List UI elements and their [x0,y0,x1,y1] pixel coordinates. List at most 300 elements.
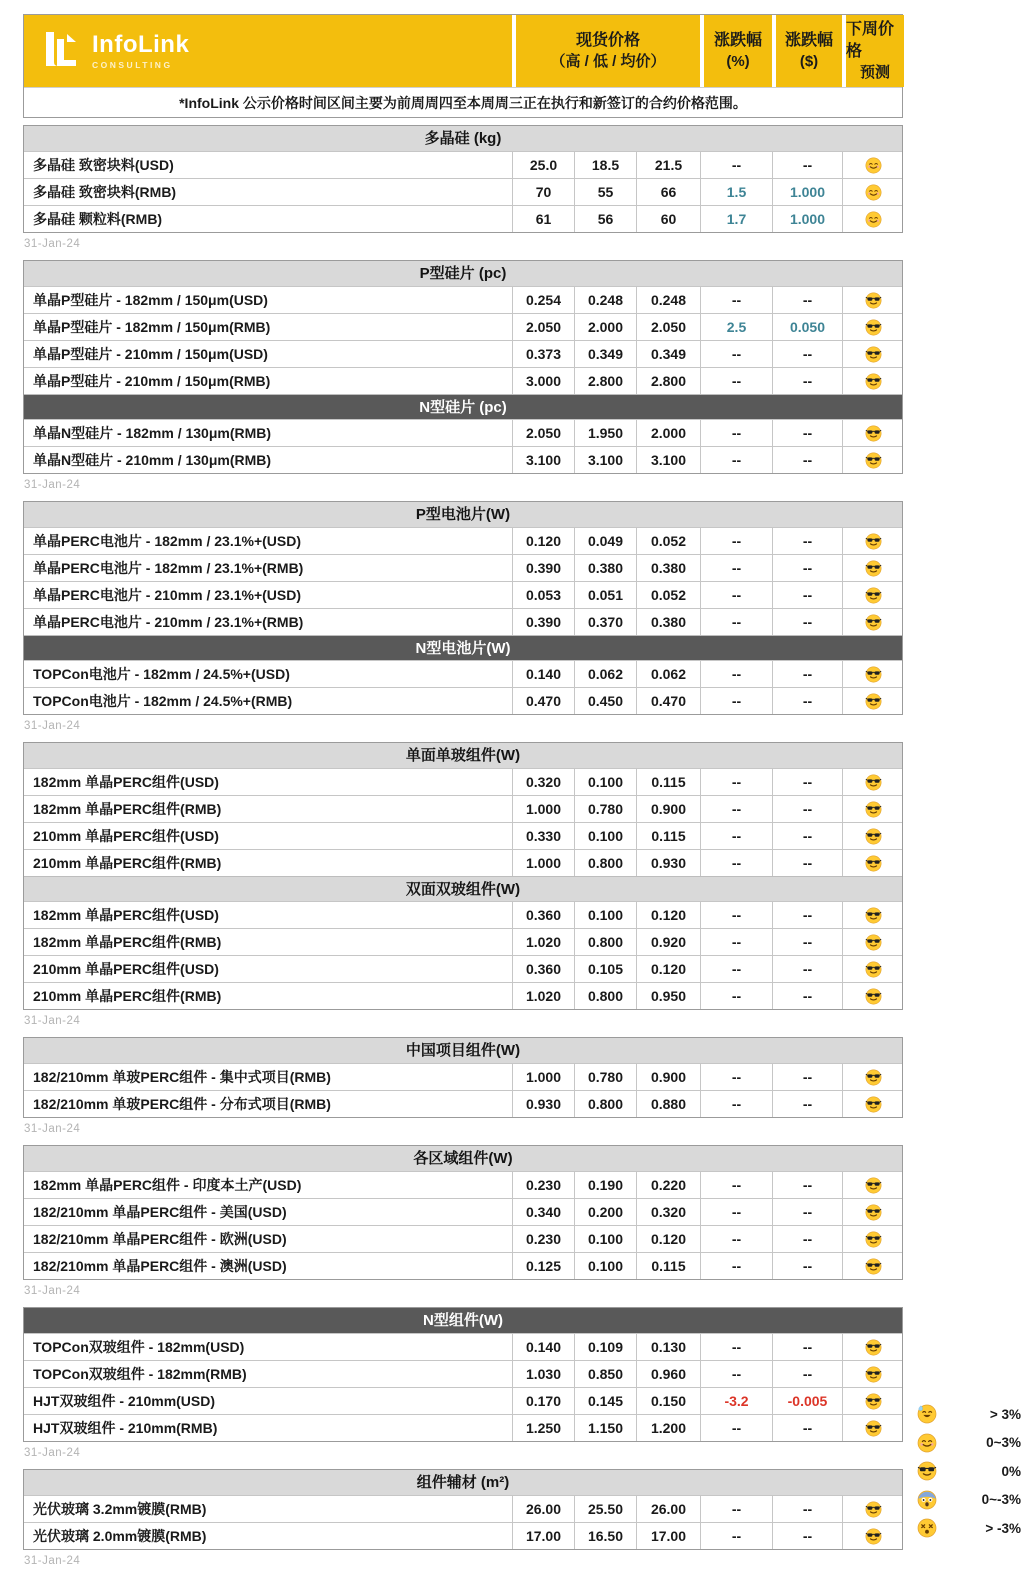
change-percent: -- [700,661,772,687]
forecast-emoji-cell [842,341,904,367]
low-price: 0.200 [574,1199,636,1225]
avg-price: 0.900 [636,1064,700,1090]
high-price: 0.360 [512,902,574,928]
low-price: 16.50 [574,1523,636,1549]
low-price: 0.049 [574,528,636,554]
change-usd: 1.000 [772,179,842,205]
header-block [23,14,903,118]
forecast-emoji-cell [842,1226,904,1252]
forecast-emoji-cell [842,1415,904,1441]
change-percent: -- [700,609,772,635]
price-row [24,527,902,554]
forecast-emoji-cell [842,688,904,714]
change-percent: -- [700,1496,772,1522]
smile-emoji-icon [865,157,882,174]
price-row [24,849,902,876]
section-date: 31-Jan-24 [24,479,81,491]
price-row [24,1063,902,1090]
high-price: 0.340 [512,1199,574,1225]
table-header-row [24,15,902,87]
price-row [24,1225,902,1252]
price-row [24,1252,902,1279]
high-price: 2.050 [512,420,574,446]
product-label: 光伏玻璃 3.2mm镀膜(RMB) [33,1501,207,1517]
avg-price: 0.320 [636,1199,700,1225]
forecast-emoji-cell [842,769,904,795]
change-usd: -- [772,1496,842,1522]
price-row [24,151,902,178]
product-label: 单晶P型硅片 - 210mm / 150μm(USD) [33,346,268,362]
product-label: 182/210mm 单玻PERC组件 - 集中式项目(RMB) [33,1069,331,1085]
forecast-emoji-cell [842,287,904,313]
high-price: 61 [512,206,574,232]
forecast-emoji-cell [842,1172,904,1198]
price-row [24,1360,902,1387]
avg-price: 0.115 [636,769,700,795]
forecast-legend [905,1400,1023,1543]
avg-price: 0.248 [636,287,700,313]
low-price: 0.780 [574,1064,636,1090]
product-label: 单晶PERC电池片 - 182mm / 23.1%+(USD) [33,533,302,549]
sunglasses-emoji-icon [865,373,882,390]
change-percent: -- [700,1226,772,1252]
sunglasses-emoji-icon [865,533,882,550]
change-usd: -- [772,796,842,822]
high-price: 0.360 [512,956,574,982]
section-block [23,501,903,715]
avg-price: 0.130 [636,1334,700,1360]
price-row [24,1387,902,1414]
high-price: 0.140 [512,661,574,687]
sunglasses-emoji-icon [865,1258,882,1275]
spot-price-title: 现货价格 [575,32,640,49]
price-row [24,928,902,955]
change-usd: 1.000 [772,206,842,232]
sunglasses-emoji-icon [865,614,882,631]
infolink-logo-icon [40,29,82,73]
price-row [24,554,902,581]
high-price: 17.00 [512,1523,574,1549]
change-usd: -- [772,1199,842,1225]
high-price: 0.320 [512,769,574,795]
change-percent: 1.5 [700,179,772,205]
forecast-emoji-cell [842,582,904,608]
product-label: TOPCon电池片 - 182mm / 24.5%+(RMB) [33,693,293,709]
change-percent: -- [700,1415,772,1441]
high-price: 0.330 [512,823,574,849]
forecast-emoji-cell [842,1064,904,1090]
low-price: 2.000 [574,314,636,340]
change-usd-subtitle: ($) [799,53,819,70]
change-percent: -- [700,555,772,581]
price-row [24,419,902,446]
avg-price: 0.120 [636,1226,700,1252]
sunglasses-emoji-icon [865,666,882,683]
forecast-emoji-cell [842,661,904,687]
forecast-emoji-cell [842,1334,904,1360]
high-price: 25.0 [512,152,574,178]
sunglasses-emoji-icon [917,1461,937,1481]
change-usd: -- [772,1415,842,1441]
section-date: 31-Jan-24 [24,1555,81,1567]
forecast-emoji-cell [842,983,904,1009]
product-label: 单晶P型硅片 - 210mm / 150μm(RMB) [33,373,271,389]
dizzy-emoji-icon [917,1518,937,1538]
avg-price: 0.900 [636,796,700,822]
change-usd: -- [772,1361,842,1387]
change-percent: -- [700,420,772,446]
brand-subtitle: CONSULTING [92,59,173,70]
forecast-emoji-cell [842,1253,904,1279]
low-price: 0.100 [574,1253,636,1279]
product-label: 182/210mm 单晶PERC组件 - 美国(USD) [33,1204,287,1220]
product-label: 单晶N型硅片 - 182mm / 130μm(RMB) [33,425,272,441]
price-row [24,581,902,608]
high-price: 1.000 [512,850,574,876]
forecast-emoji-cell [842,850,904,876]
legend-item [905,1400,1023,1429]
change-percent: -- [700,850,772,876]
price-row [24,1198,902,1225]
change-percent: 1.7 [700,206,772,232]
section-header: N型电池片(W) [24,635,902,660]
forecast-emoji-cell [842,902,904,928]
forecast-emoji-cell [842,368,904,394]
avg-price: 0.150 [636,1388,700,1414]
avg-price: 2.800 [636,368,700,394]
product-label: 单晶PERC电池片 - 210mm / 23.1%+(RMB) [33,614,304,630]
section-header: 各区域组件(W) [24,1146,902,1171]
smile-emoji-icon [865,211,882,228]
sunglasses-emoji-icon [865,292,882,309]
section-date: 31-Jan-24 [24,1123,81,1135]
price-row [24,313,902,340]
low-price: 56 [574,206,636,232]
price-row [24,901,902,928]
change-usd: -- [772,1091,842,1117]
avg-price: 26.00 [636,1496,700,1522]
avg-price: 0.930 [636,850,700,876]
product-label: 单晶PERC电池片 - 210mm / 23.1%+(USD) [33,587,302,603]
brand-logo [24,15,512,87]
change-usd: -- [772,1334,842,1360]
change-usd: -- [772,1253,842,1279]
forecast-emoji-cell [842,929,904,955]
section-header: 双面双玻组件(W) [24,876,902,901]
sunglasses-emoji-icon [865,1231,882,1248]
product-label: 182/210mm 单玻PERC组件 - 分布式项目(RMB) [33,1096,331,1112]
high-price: 1.000 [512,1064,574,1090]
avg-price: 0.880 [636,1091,700,1117]
price-row [24,955,902,982]
smile-emoji-icon [917,1433,937,1453]
change-percent: -- [700,956,772,982]
sunglasses-emoji-icon [865,1096,882,1113]
high-price: 0.120 [512,528,574,554]
forecast-emoji-cell [842,420,904,446]
change-percent: -- [700,1523,772,1549]
sunglasses-emoji-icon [865,934,882,951]
col-header-change-pct [700,15,772,87]
avg-price: 3.100 [636,447,700,473]
forecast-emoji-cell [842,609,904,635]
low-price: 0.100 [574,823,636,849]
sunglasses-emoji-icon [865,1528,882,1545]
low-price: 0.100 [574,1226,636,1252]
high-price: 1.020 [512,983,574,1009]
brand-text [92,30,190,70]
price-row [24,1495,902,1522]
price-row [24,768,902,795]
legend-item [905,1514,1023,1543]
change-percent: -- [700,983,772,1009]
section-header: N型硅片 (pc) [24,394,902,419]
change-usd-title: 涨跌幅 [784,32,833,49]
section-header: N型组件(W) [24,1308,902,1333]
product-label: 182mm 单晶PERC组件 - 印度本土产(USD) [33,1177,302,1193]
change-usd: -- [772,1226,842,1252]
price-row [24,1090,902,1117]
product-label: 光伏玻璃 2.0mm镀膜(RMB) [33,1528,207,1544]
section-block [23,1469,903,1550]
sunglasses-emoji-icon [865,587,882,604]
avg-price: 0.115 [636,1253,700,1279]
low-price: 0.450 [574,688,636,714]
price-row [24,687,902,714]
forecast-emoji-cell [842,1388,904,1414]
brand-name: InfoLink [92,30,190,58]
high-price: 0.230 [512,1226,574,1252]
section-date: 31-Jan-24 [24,1015,81,1027]
section-date: 31-Jan-24 [24,720,81,732]
low-price: 0.800 [574,929,636,955]
section-block [23,742,903,1010]
product-label: 182mm 单晶PERC组件(USD) [33,907,219,923]
sunglasses-emoji-icon [865,346,882,363]
spot-price-subtitle: （高 / 低 / 均价） [550,53,666,70]
avg-price: 0.960 [636,1361,700,1387]
product-label: TOPCon双玻组件 - 182mm(RMB) [33,1366,247,1382]
section-header: 组件辅材 (m²) [24,1470,902,1495]
change-usd: -- [772,447,842,473]
price-row [24,822,902,849]
product-label: 182mm 单晶PERC组件(RMB) [33,801,222,817]
legend-label: 0~3% [986,1435,1021,1451]
high-price: 0.125 [512,1253,574,1279]
change-usd: -- [772,528,842,554]
price-row [24,446,902,473]
change-usd: -- [772,420,842,446]
forecast-emoji-cell [842,956,904,982]
change-usd: -- [772,1064,842,1090]
low-price: 0.105 [574,956,636,982]
change-percent: -- [700,528,772,554]
low-price: 2.800 [574,368,636,394]
forecast-emoji-cell [842,314,904,340]
fearful-emoji-icon [917,1490,937,1510]
low-price: 55 [574,179,636,205]
avg-price: 0.380 [636,609,700,635]
low-price: 0.190 [574,1172,636,1198]
price-row [24,660,902,687]
price-row [24,608,902,635]
low-price: 1.150 [574,1415,636,1441]
high-price: 0.930 [512,1091,574,1117]
low-price: 0.800 [574,850,636,876]
price-row [24,286,902,313]
price-row [24,340,902,367]
low-price: 1.950 [574,420,636,446]
section-date: 31-Jan-24 [24,1447,81,1459]
high-price: 1.020 [512,929,574,955]
avg-price: 0.920 [636,929,700,955]
sunglasses-emoji-icon [865,1339,882,1356]
sunglasses-emoji-icon [865,1501,882,1518]
change-percent: -- [700,1253,772,1279]
sunglasses-emoji-icon [865,988,882,1005]
sunglasses-emoji-icon [865,1069,882,1086]
high-price: 0.140 [512,1334,574,1360]
low-price: 0.100 [574,902,636,928]
change-usd: -- [772,850,842,876]
change-percent: -- [700,447,772,473]
product-label: 单晶P型硅片 - 182mm / 150μm(RMB) [33,319,271,335]
price-row [24,205,902,232]
sunglasses-emoji-icon [865,560,882,577]
change-percent: -- [700,1172,772,1198]
sunglasses-emoji-icon [865,1393,882,1410]
low-price: 0.100 [574,769,636,795]
sunglasses-emoji-icon [865,1204,882,1221]
change-percent: -- [700,1064,772,1090]
avg-price: 0.052 [636,528,700,554]
low-price: 0.380 [574,555,636,581]
avg-price: 66 [636,179,700,205]
high-price: 0.390 [512,609,574,635]
product-label: 210mm 单晶PERC组件(USD) [33,961,219,977]
avg-price: 21.5 [636,152,700,178]
low-price: 3.100 [574,447,636,473]
high-price: 26.00 [512,1496,574,1522]
forecast-emoji-cell [842,206,904,232]
high-price: 0.053 [512,582,574,608]
forecast-emoji-cell [842,447,904,473]
product-label: 210mm 单晶PERC组件(RMB) [33,988,222,1004]
avg-price: 2.050 [636,314,700,340]
product-label: 210mm 单晶PERC组件(RMB) [33,855,222,871]
product-label: TOPCon双玻组件 - 182mm(USD) [33,1339,245,1355]
high-price: 3.100 [512,447,574,473]
product-label: 210mm 单晶PERC组件(USD) [33,828,219,844]
col-header-forecast [842,15,904,87]
low-price: 0.370 [574,609,636,635]
product-label: 多晶硅 颗粒料(RMB) [33,211,163,227]
forecast-emoji-cell [842,1361,904,1387]
change-usd: -- [772,661,842,687]
sunglasses-emoji-icon [865,1177,882,1194]
product-label: 单晶PERC电池片 - 182mm / 23.1%+(RMB) [33,560,304,576]
low-price: 0.800 [574,983,636,1009]
low-price: 0.051 [574,582,636,608]
change-usd: -- [772,1523,842,1549]
avg-price: 2.000 [636,420,700,446]
sunglasses-emoji-icon [865,907,882,924]
legend-label: 0% [1001,1463,1021,1479]
product-label: 多晶硅 致密块料(USD) [33,157,174,173]
price-row [24,1333,902,1360]
price-row [24,1171,902,1198]
change-pct-subtitle: (%) [726,53,750,70]
sunglasses-emoji-icon [865,693,882,710]
change-usd: -0.005 [772,1388,842,1414]
col-header-spot-price [512,15,700,87]
disclaimer-note: *InfoLink 公示价格时间区间主要为前周周四至本周周三正在执行和新签订的合约价格范围。 [24,87,902,117]
high-price: 1.250 [512,1415,574,1441]
product-label: 182mm 单晶PERC组件(USD) [33,774,219,790]
high-price: 0.170 [512,1388,574,1414]
price-row [24,1414,902,1441]
forecast-subtitle: 预测 [859,64,890,81]
change-percent: -- [700,823,772,849]
change-usd: -- [772,341,842,367]
legend-item [905,1486,1023,1515]
section-header: 中国项目组件(W) [24,1038,902,1063]
change-usd: -- [772,368,842,394]
change-percent: -- [700,368,772,394]
high-price: 1.030 [512,1361,574,1387]
change-percent: -- [700,1361,772,1387]
change-percent: -- [700,769,772,795]
product-label: 单晶N型硅片 - 210mm / 130μm(RMB) [33,452,272,468]
avg-price: 1.200 [636,1415,700,1441]
sunglasses-emoji-icon [865,425,882,442]
forecast-emoji-cell [842,555,904,581]
change-usd: -- [772,582,842,608]
avg-price: 0.220 [636,1172,700,1198]
sunglasses-emoji-icon [865,855,882,872]
section-date: 31-Jan-24 [24,238,81,250]
avg-price: 60 [636,206,700,232]
low-price: 0.850 [574,1361,636,1387]
forecast-emoji-cell [842,528,904,554]
avg-price: 0.062 [636,661,700,687]
product-label: 多晶硅 致密块料(RMB) [33,184,177,200]
change-usd: -- [772,769,842,795]
forecast-emoji-cell [842,1523,904,1549]
low-price: 0.800 [574,1091,636,1117]
change-percent: -- [700,796,772,822]
change-usd: -- [772,983,842,1009]
avg-price: 0.380 [636,555,700,581]
product-label: HJT双玻组件 - 210mm(RMB) [33,1420,218,1436]
forecast-title: 下周价格 [846,21,895,60]
change-pct-title: 涨跌幅 [713,32,762,49]
change-usd: -- [772,287,842,313]
low-price: 0.109 [574,1334,636,1360]
section-header: 单面单玻组件(W) [24,743,902,768]
change-percent: -3.2 [700,1388,772,1414]
product-label: HJT双玻组件 - 210mm(USD) [33,1393,216,1409]
section-block [23,260,903,474]
price-row [24,982,902,1009]
low-price: 0.780 [574,796,636,822]
legend-label: > -3% [985,1520,1021,1536]
high-price: 3.000 [512,368,574,394]
section-header: P型硅片 (pc) [24,261,902,286]
change-percent: -- [700,1199,772,1225]
sunglasses-emoji-icon [865,801,882,818]
avg-price: 17.00 [636,1523,700,1549]
